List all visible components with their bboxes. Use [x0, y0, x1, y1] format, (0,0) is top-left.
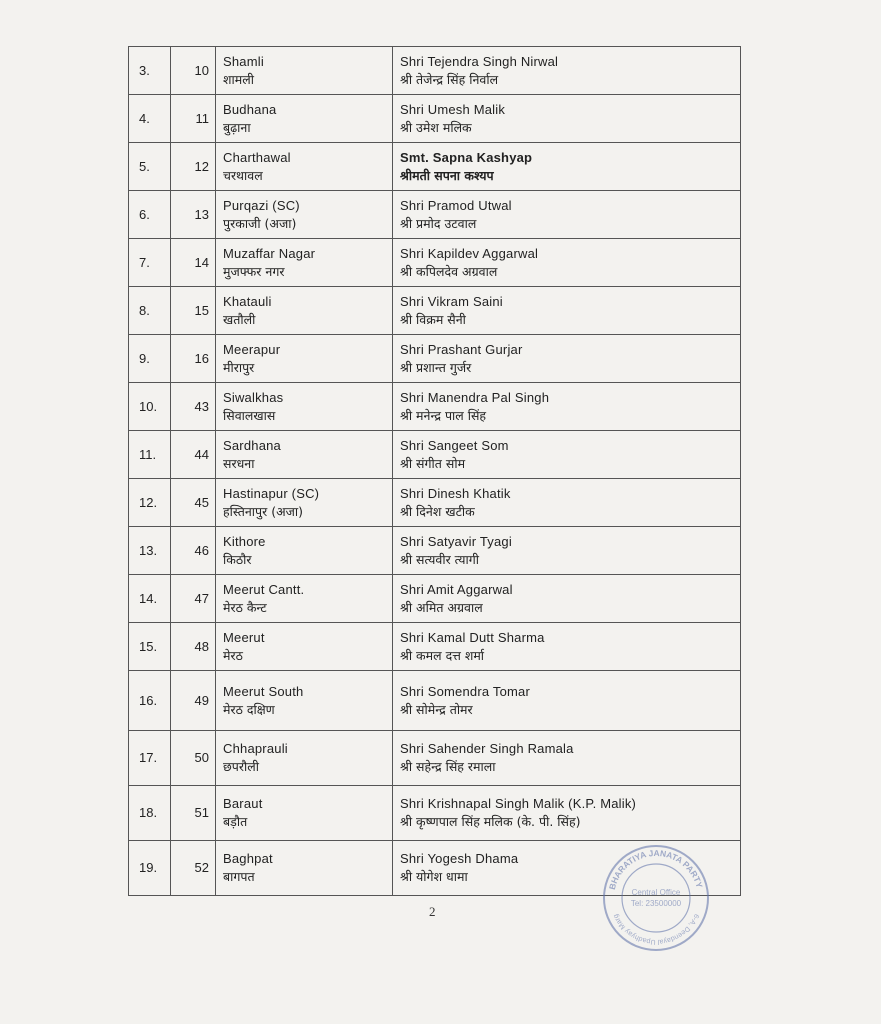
- candidate-name-hindi: श्री तेजेन्द्र सिंह निर्वाल: [400, 71, 499, 87]
- serial-number-cell: 13.: [129, 527, 171, 575]
- constituency-name-english: Muzaffar Nagar: [223, 245, 316, 261]
- constituency-cell: [216, 47, 393, 95]
- constituency-number-cell: 12: [171, 143, 216, 191]
- constituency-name-english: Meerapur: [223, 341, 281, 357]
- table-row: [129, 95, 741, 143]
- candidate-name-hindi: श्री कृष्णपाल सिंह मलिक (के. पी. सिंह): [400, 814, 581, 829]
- constituency-number-cell: 46: [171, 527, 216, 575]
- constituency-name-hindi: छपरौली: [223, 759, 259, 774]
- constituency-name-hindi: शामली: [223, 71, 254, 87]
- constituency-number-cell: 50: [171, 731, 216, 786]
- candidate-name-english: Shri Sangeet Som: [400, 437, 509, 453]
- constituency-name-english: Meerut: [223, 629, 265, 645]
- table-row: [129, 575, 741, 623]
- candidate-name-english: Shri Tejendra Singh Nirwal: [400, 53, 559, 69]
- candidate-cell: [393, 287, 741, 335]
- stamp-ring-text: BHARATIYA JANATA PARTY: [606, 847, 705, 891]
- candidate-name-hindi: श्री सोमेन्द्र तोमर: [400, 701, 473, 717]
- constituency-number-cell: 45: [171, 479, 216, 527]
- constituency-name-hindi: मेरठ: [223, 647, 243, 663]
- constituency-name-hindi: हस्तिनापुर (अजा): [223, 503, 304, 519]
- constituency-name-english: Baghpat: [223, 851, 273, 866]
- candidate-cell: [393, 623, 741, 671]
- candidate-cell: [393, 383, 741, 431]
- constituency-cell: [216, 335, 393, 383]
- candidate-cell: [393, 143, 741, 191]
- candidate-name-hindi: श्री योगेश धामा: [400, 869, 468, 884]
- serial-number-cell: 11.: [129, 431, 171, 479]
- candidate-cell: [393, 479, 741, 527]
- serial-number-cell: 17.: [129, 731, 171, 786]
- constituency-name-hindi: पुरकाजी (अजा): [223, 215, 297, 231]
- candidate-name-hindi: श्री दिनेश खटीक: [400, 503, 475, 519]
- candidate-name-english: Shri Kamal Dutt Sharma: [400, 629, 545, 645]
- serial-number-cell: 18.: [129, 786, 171, 841]
- table-body: [129, 47, 741, 896]
- table-row: [129, 335, 741, 383]
- candidate-cell: [393, 239, 741, 287]
- constituency-name-hindi: सिवालखास: [223, 407, 276, 423]
- constituency-cell: [216, 527, 393, 575]
- candidate-name-english: Shri Manendra Pal Singh: [400, 389, 550, 405]
- constituency-name-english: Meerut South: [223, 683, 304, 699]
- candidate-list-table: [128, 46, 741, 896]
- constituency-number-cell: 47: [171, 575, 216, 623]
- constituency-cell: [216, 239, 393, 287]
- constituency-name-hindi: बागपत: [223, 869, 255, 884]
- constituency-cell: [216, 191, 393, 239]
- constituency-cell: [216, 841, 393, 896]
- constituency-number-cell: 16: [171, 335, 216, 383]
- candidate-name-hindi: श्री विक्रम सैनी: [400, 311, 466, 327]
- constituency-name-english: Siwalkhas: [223, 389, 284, 405]
- constituency-number-cell: 49: [171, 671, 216, 731]
- candidate-name-hindi: श्री प्रशान्त गुर्जर: [400, 359, 472, 375]
- table-row: [129, 431, 741, 479]
- table-row: [129, 479, 741, 527]
- constituency-name-hindi: चरथावल: [223, 167, 263, 183]
- constituency-number-cell: 10: [171, 47, 216, 95]
- table-row: [129, 623, 741, 671]
- serial-number-cell: 12.: [129, 479, 171, 527]
- candidate-name-hindi: श्री अमित अग्रवाल: [400, 599, 483, 615]
- table-row: [129, 671, 741, 731]
- serial-number-cell: 14.: [129, 575, 171, 623]
- candidate-name-hindi: श्री प्रमोद उटवाल: [400, 215, 477, 231]
- candidate-name-english: Shri Satyavir Tyagi: [400, 533, 512, 549]
- constituency-name-english: Chhaprauli: [223, 741, 288, 756]
- table-row: [129, 47, 741, 95]
- constituency-cell: [216, 95, 393, 143]
- serial-number-cell: 6.: [129, 191, 171, 239]
- svg-text:BHARATIYA JANATA PARTY: [607, 848, 705, 891]
- constituency-number-cell: 14: [171, 239, 216, 287]
- constituency-number-cell: 13: [171, 191, 216, 239]
- constituency-name-hindi: बुढ़ाना: [223, 119, 251, 135]
- constituency-number-cell: 43: [171, 383, 216, 431]
- constituency-name-english: Charthawal: [223, 149, 291, 165]
- table-row: [129, 731, 741, 786]
- candidate-cell: [393, 671, 741, 731]
- candidate-name-hindi: श्री सहेन्द्र सिंह रमाला: [400, 759, 496, 774]
- constituency-name-hindi: बड़ौत: [223, 814, 248, 829]
- serial-number-cell: 7.: [129, 239, 171, 287]
- table-row: [129, 786, 741, 841]
- candidate-name-hindi: श्रीमती सपना कश्यप: [400, 167, 494, 183]
- constituency-name-hindi: किठौर: [223, 551, 252, 567]
- table-row: [129, 383, 741, 431]
- constituency-cell: [216, 786, 393, 841]
- candidate-name-english: Shri Pramod Utwal: [400, 197, 512, 213]
- candidate-cell: [393, 431, 741, 479]
- candidate-name-english: Shri Prashant Gurjar: [400, 341, 523, 357]
- constituency-name-hindi: मेरठ कैन्ट: [223, 599, 267, 615]
- candidate-cell: [393, 575, 741, 623]
- stamp-line-phone: Tel: 23500000: [630, 899, 682, 908]
- constituency-number-cell: 44: [171, 431, 216, 479]
- constituency-number-cell: 15: [171, 287, 216, 335]
- serial-number-cell: 3.: [129, 47, 171, 95]
- constituency-cell: [216, 383, 393, 431]
- table-row: [129, 143, 741, 191]
- constituency-name-english: Baraut: [223, 796, 263, 811]
- constituency-name-english: Shamli: [223, 53, 264, 69]
- constituency-name-hindi: मीरापुर: [223, 359, 255, 375]
- constituency-number-cell: 48: [171, 623, 216, 671]
- serial-number-cell: 10.: [129, 383, 171, 431]
- candidate-name-english: Shri Kapildev Aggarwal: [400, 245, 539, 261]
- serial-number-cell: 15.: [129, 623, 171, 671]
- candidate-name-hindi: श्री कपिलदेव अग्रवाल: [400, 263, 498, 279]
- constituency-number-cell: 51: [171, 786, 216, 841]
- candidate-name-english: Shri Dinesh Khatik: [400, 485, 511, 501]
- candidate-name-hindi: श्री उमेश मलिक: [400, 119, 472, 135]
- candidate-name-hindi: श्री संगीत सोम: [400, 455, 466, 471]
- constituency-cell: [216, 287, 393, 335]
- constituency-name-english: Purqazi (SC): [223, 197, 300, 213]
- party-stamp-seal: [600, 842, 712, 954]
- candidate-cell: [393, 786, 741, 841]
- candidate-name-english: Shri Somendra Tomar: [400, 683, 531, 699]
- constituency-cell: [216, 575, 393, 623]
- page-number: 2: [429, 904, 436, 919]
- constituency-number-cell: 11: [171, 95, 216, 143]
- candidate-cell: [393, 527, 741, 575]
- candidate-cell: [393, 731, 741, 786]
- table-row: [129, 191, 741, 239]
- constituency-name-english: Sardhana: [223, 437, 281, 453]
- candidate-cell: [393, 191, 741, 239]
- candidate-name-english: Shri Krishnapal Singh Malik (K.P. Malik): [400, 796, 637, 811]
- candidate-cell: [393, 47, 741, 95]
- table-row: [129, 287, 741, 335]
- candidate-name-english: Shri Yogesh Dhama: [400, 851, 519, 866]
- stamp-line-office: Central Office: [631, 888, 681, 897]
- serial-number-cell: 8.: [129, 287, 171, 335]
- candidate-name-english: Shri Vikram Saini: [400, 293, 503, 309]
- constituency-cell: [216, 623, 393, 671]
- constituency-name-english: Meerut Cantt.: [223, 581, 305, 597]
- candidate-name-hindi: श्री कमल दत्त शर्मा: [400, 647, 485, 663]
- candidate-name-english: Shri Umesh Malik: [400, 101, 506, 117]
- constituency-name-english: Budhana: [223, 101, 277, 117]
- serial-number-cell: 19.: [129, 841, 171, 896]
- constituency-cell: [216, 731, 393, 786]
- constituency-name-hindi: मुजफ्फर नगर: [223, 263, 285, 279]
- candidate-cell: [393, 335, 741, 383]
- table-row: [129, 239, 741, 287]
- constituency-cell: [216, 671, 393, 731]
- serial-number-cell: 5.: [129, 143, 171, 191]
- candidate-name-hindi: श्री सत्यवीर त्यागी: [400, 551, 480, 567]
- candidate-cell: [393, 95, 741, 143]
- candidate-name-hindi: श्री मनेन्द्र पाल सिंह: [400, 407, 487, 423]
- serial-number-cell: 9.: [129, 335, 171, 383]
- constituency-cell: [216, 479, 393, 527]
- constituency-number-cell: 52: [171, 841, 216, 896]
- table-row: [129, 527, 741, 575]
- constituency-name-english: Khatauli: [223, 293, 272, 309]
- constituency-name-hindi: सरधना: [223, 455, 255, 471]
- stamp-address-text: 6-A, Deendayal Upadhyay Marg: [612, 912, 700, 946]
- candidate-name-english: Shri Amit Aggarwal: [400, 581, 513, 597]
- serial-number-cell: 4.: [129, 95, 171, 143]
- constituency-name-hindi: मेरठ दक्षिण: [223, 701, 275, 717]
- constituency-name-english: Kithore: [223, 533, 266, 549]
- candidate-name-english: Smt. Sapna Kashyap: [400, 149, 533, 165]
- candidate-name-english: Shri Sahender Singh Ramala: [400, 741, 574, 756]
- constituency-cell: [216, 143, 393, 191]
- constituency-name-hindi: खतौली: [223, 311, 256, 327]
- constituency-cell: [216, 431, 393, 479]
- constituency-name-english: Hastinapur (SC): [223, 485, 320, 501]
- serial-number-cell: 16.: [129, 671, 171, 731]
